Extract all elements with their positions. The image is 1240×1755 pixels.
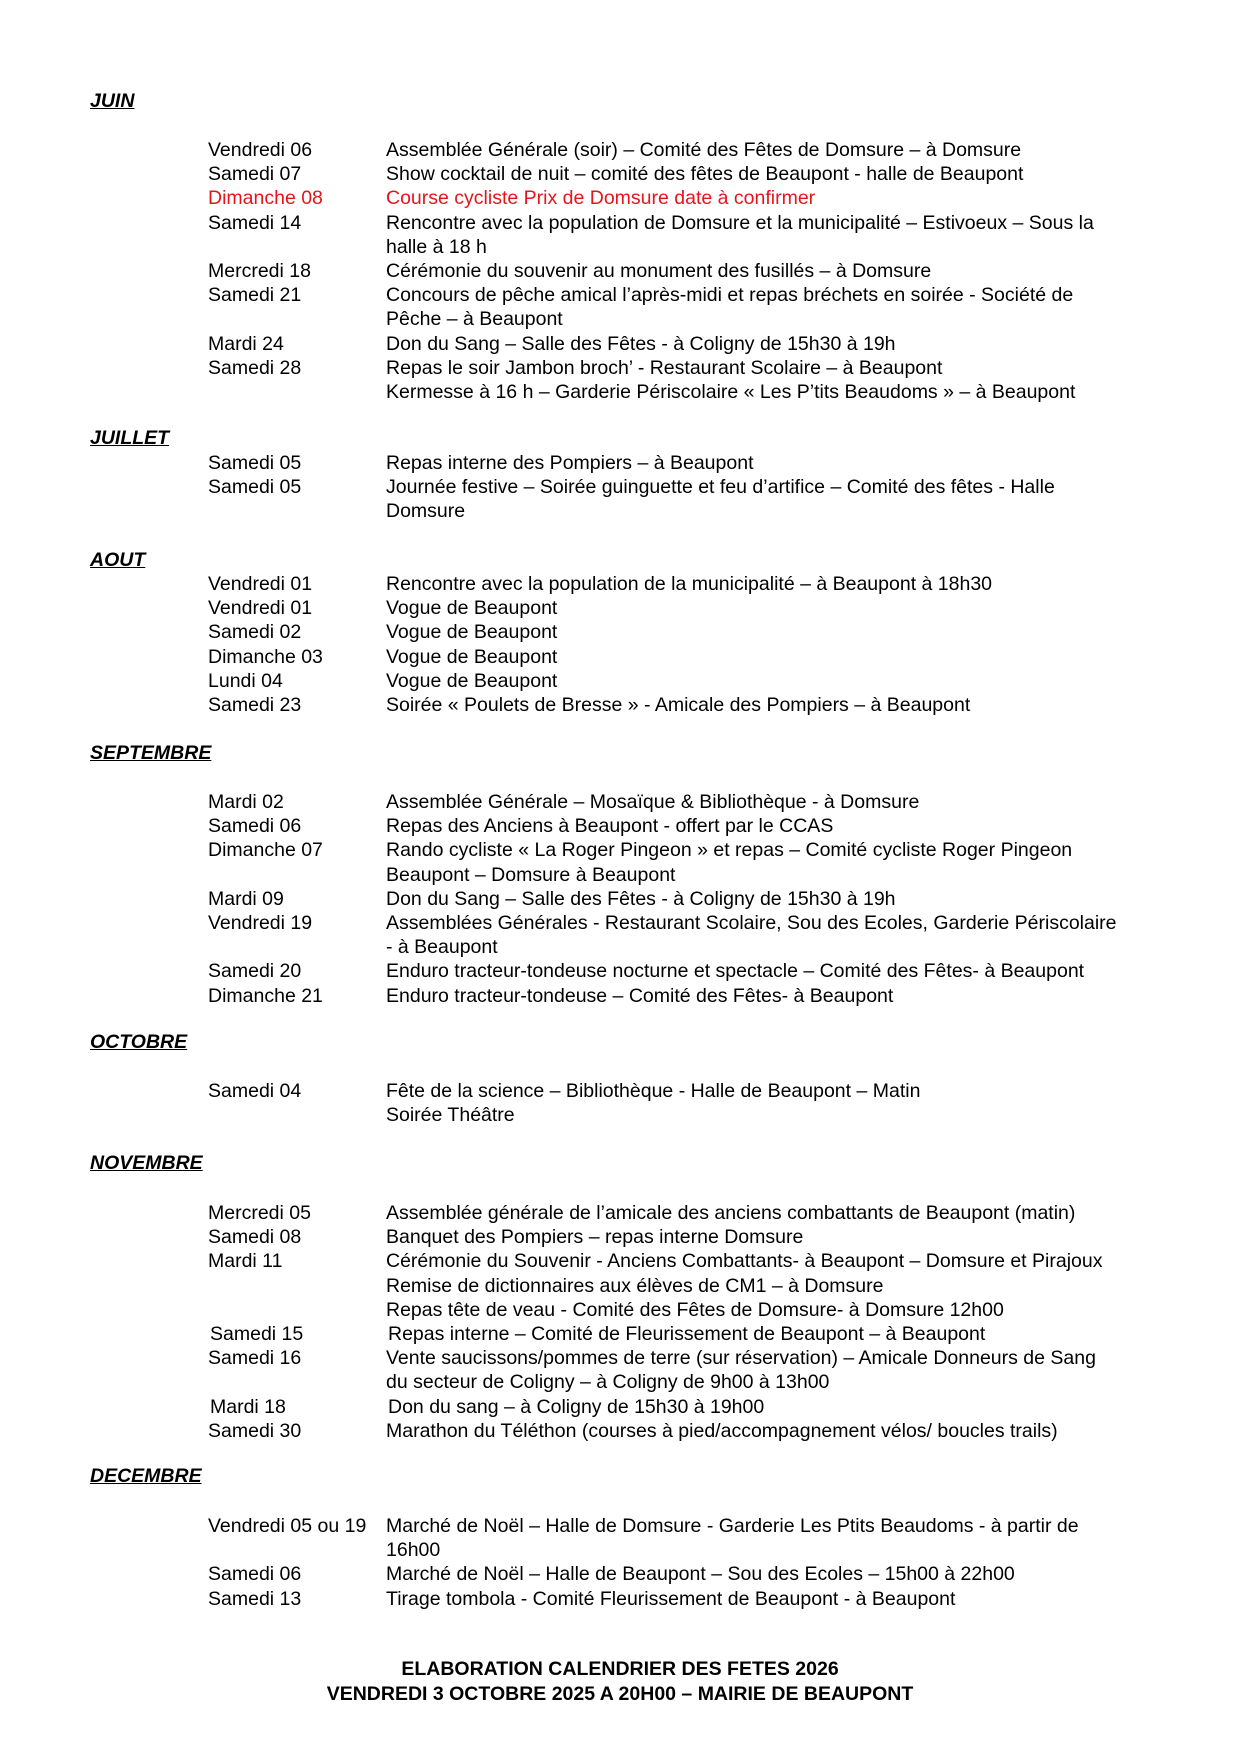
event-description-line: Repas le soir Jambon broch’ - Restaurant Scolaire – à Beaupont bbox=[386, 356, 943, 379]
event-date: Samedi 13 bbox=[208, 1587, 302, 1610]
event-row bbox=[0, 211, 1240, 259]
event-description bbox=[386, 332, 1176, 356]
event-description bbox=[386, 1346, 1176, 1394]
event-description bbox=[386, 211, 1176, 259]
event-description-line: Enduro tracteur-tondeuse nocturne et spectacle – Comité des Fêtes- à Beaupont bbox=[386, 960, 1085, 983]
event-row bbox=[0, 1419, 1240, 1443]
event-date: Mardi 24 bbox=[208, 332, 284, 355]
event-date: Dimanche 21 bbox=[208, 984, 323, 1007]
event-description bbox=[386, 1225, 1176, 1249]
event-description-line: Rencontre avec la population de Domsure et la municipalité – Estivoeux – Sous la bbox=[386, 211, 1094, 234]
event-row bbox=[0, 1201, 1240, 1225]
event-description bbox=[386, 572, 1176, 596]
event-description bbox=[386, 887, 1176, 911]
event-date: Samedi 07 bbox=[208, 163, 302, 186]
event-description bbox=[388, 1322, 1178, 1346]
event-description bbox=[386, 475, 1176, 523]
footer-notice bbox=[0, 1657, 1240, 1706]
event-row bbox=[0, 887, 1240, 911]
event-description bbox=[388, 1395, 1178, 1419]
footer-line-1: ELABORATION CALENDRIER DES FETES 2026 bbox=[401, 1658, 839, 1680]
event-date: Samedi 30 bbox=[208, 1419, 302, 1442]
event-date: Dimanche 03 bbox=[208, 645, 323, 668]
event-description bbox=[386, 1587, 1176, 1611]
event-description bbox=[386, 959, 1176, 983]
event-date: Vendredi 01 bbox=[208, 573, 313, 595]
event-row bbox=[0, 283, 1240, 331]
event-description-line: Assemblée Générale – Mosaïque & Bibliothèque - à Domsure bbox=[386, 791, 920, 813]
event-date: Samedi 16 bbox=[208, 1347, 302, 1370]
event-description bbox=[386, 911, 1176, 959]
event-description-line: Vogue de Beaupont bbox=[386, 597, 558, 620]
event-row bbox=[0, 984, 1240, 1008]
event-description-line: 16h00 bbox=[386, 1539, 441, 1562]
event-row bbox=[0, 838, 1240, 886]
event-row bbox=[0, 1587, 1240, 1611]
event-description-line: Repas des Anciens à Beaupont - offert par le CCAS bbox=[386, 815, 834, 838]
event-date: Samedi 05 bbox=[208, 476, 302, 499]
event-description-line: Domsure bbox=[386, 500, 466, 523]
event-row bbox=[0, 259, 1240, 283]
month-heading: NOVEMBRE bbox=[90, 1152, 203, 1174]
event-date: Mardi 18 bbox=[210, 1395, 286, 1418]
event-description-line: Kermesse à 16 h – Garderie Périscolaire « Les P’tits Beaudoms » – à Beaupont bbox=[386, 381, 1076, 404]
event-description-line: halle à 18 h bbox=[386, 235, 487, 258]
event-row bbox=[0, 620, 1240, 644]
event-row bbox=[0, 572, 1240, 596]
event-description bbox=[386, 693, 1176, 717]
event-date: Mardi 02 bbox=[208, 791, 284, 813]
event-date: Samedi 08 bbox=[208, 1226, 302, 1249]
event-description-line: Don du Sang – Salle des Fêtes - à Coligny de 15h30 à 19h bbox=[386, 887, 896, 910]
event-description-line: Concours de pêche amical l’après-midi et repas bréchets en soirée - Société de bbox=[386, 284, 1074, 307]
event-description-line: Repas tête de veau - Comité des Fêtes de Domsure- à Domsure 12h00 bbox=[386, 1298, 1004, 1321]
event-date: Mercredi 18 bbox=[208, 260, 311, 283]
event-description-line: Cérémonie du Souvenir - Anciens Combattants- à Beaupont – Domsure et Pirajoux bbox=[386, 1250, 1103, 1273]
event-description-line: Pêche – à Beaupont bbox=[386, 308, 563, 331]
event-date: Vendredi 01 bbox=[208, 597, 313, 620]
event-description bbox=[386, 669, 1176, 693]
event-description-line: Vogue de Beaupont bbox=[386, 645, 558, 668]
event-row bbox=[0, 596, 1240, 620]
event-description bbox=[386, 645, 1176, 669]
event-row bbox=[0, 356, 1240, 404]
event-date: Samedi 04 bbox=[208, 1080, 302, 1102]
event-description bbox=[386, 1419, 1176, 1443]
event-description-line: - à Beaupont bbox=[386, 936, 498, 959]
event-description-line: Tirage tombola - Comité Fleurissement de Beaupont - à Beaupont bbox=[386, 1587, 956, 1610]
event-description bbox=[386, 186, 1176, 210]
event-row bbox=[0, 332, 1240, 356]
event-description-line: Don du sang – à Coligny de 15h30 à 19h00 bbox=[388, 1395, 765, 1418]
event-description bbox=[386, 1201, 1176, 1225]
event-description-line: Assemblée Générale (soir) – Comité des Fêtes de Domsure – à Domsure bbox=[386, 139, 1022, 161]
event-description-line: Marché de Noël – Halle de Domsure - Garderie Les Ptits Beaudoms - à partir de bbox=[386, 1515, 1079, 1537]
event-description-line: Vogue de Beaupont bbox=[386, 621, 558, 644]
event-date: Dimanche 08 bbox=[208, 187, 323, 210]
month-heading: AOUT bbox=[90, 549, 146, 571]
event-date: Samedi 20 bbox=[208, 960, 302, 983]
event-date: Samedi 28 bbox=[208, 356, 302, 379]
event-description bbox=[386, 1249, 1176, 1322]
event-description-line: Vente saucissons/pommes de terre (sur réservation) – Amicale Donneurs de Sang bbox=[386, 1347, 1096, 1370]
event-date: Samedi 23 bbox=[208, 694, 302, 717]
event-date: Vendredi 06 bbox=[208, 139, 313, 161]
event-row bbox=[0, 1225, 1240, 1249]
event-row bbox=[0, 1346, 1240, 1394]
event-description-line: Repas interne des Pompiers – à Beaupont bbox=[386, 452, 754, 474]
event-description bbox=[386, 162, 1176, 186]
event-description-line: Rando cycliste « La Roger Pingeon » et repas – Comité cycliste Roger Pingeon bbox=[386, 839, 1073, 862]
event-description bbox=[386, 620, 1176, 644]
event-row bbox=[0, 1514, 1240, 1562]
event-row bbox=[0, 693, 1240, 717]
event-date: Vendredi 05 ou 19 bbox=[208, 1515, 367, 1537]
event-date: Vendredi 19 bbox=[208, 912, 313, 935]
event-description-line: Cérémonie du souvenir au monument des fusillés – à Domsure bbox=[386, 260, 932, 283]
event-description bbox=[386, 814, 1176, 838]
event-date: Samedi 06 bbox=[208, 815, 302, 838]
event-row bbox=[0, 814, 1240, 838]
event-description bbox=[386, 356, 1176, 404]
event-date: Samedi 15 bbox=[210, 1323, 304, 1346]
event-description-line: Assemblées Générales - Restaurant Scolaire, Sou des Ecoles, Garderie Périscolaire bbox=[386, 912, 1117, 935]
event-description bbox=[386, 1562, 1176, 1586]
event-date: Dimanche 07 bbox=[208, 839, 323, 862]
event-description-line: Soirée Théâtre bbox=[386, 1104, 515, 1127]
event-date: Samedi 14 bbox=[208, 211, 302, 234]
event-row bbox=[0, 911, 1240, 959]
month-heading: SEPTEMBRE bbox=[90, 742, 212, 764]
event-description bbox=[386, 1079, 1176, 1127]
event-description-line: Assemblée générale de l’amicale des anciens combattants de Beaupont (matin) bbox=[386, 1202, 1076, 1224]
event-description bbox=[386, 790, 1176, 814]
month-heading: DECEMBRE bbox=[90, 1465, 202, 1487]
event-description-line: Marathon du Téléthon (courses à pied/accompagnement vélos/ boucles trails) bbox=[386, 1419, 1058, 1442]
event-description-line: Show cocktail de nuit – comité des fêtes de Beaupont - halle de Beaupont bbox=[386, 163, 1024, 186]
event-description bbox=[386, 138, 1176, 162]
event-description-line: du secteur de Coligny – à Coligny de 9h00 à 13h00 bbox=[386, 1371, 830, 1394]
event-description-line: Don du Sang – Salle des Fêtes - à Coligny de 15h30 à 19h bbox=[386, 332, 896, 355]
month-heading: JUILLET bbox=[90, 427, 170, 449]
event-date: Samedi 05 bbox=[208, 452, 302, 474]
event-description-line: Soirée « Poulets de Bresse » - Amicale des Pompiers – à Beaupont bbox=[386, 694, 971, 717]
event-row bbox=[0, 186, 1240, 210]
event-description-line: Journée festive – Soirée guinguette et feu d’artifice – Comité des fêtes - Halle bbox=[386, 476, 1055, 499]
event-row bbox=[0, 959, 1240, 983]
event-row bbox=[0, 1562, 1240, 1586]
event-row bbox=[0, 669, 1240, 693]
event-description-line: Repas interne – Comité de Fleurissement de Beaupont – à Beaupont bbox=[388, 1323, 986, 1346]
event-row bbox=[0, 451, 1240, 475]
event-description-line: Banquet des Pompiers – repas interne Domsure bbox=[386, 1226, 804, 1249]
month-heading: JUIN bbox=[90, 90, 135, 112]
event-description bbox=[386, 259, 1176, 283]
event-description-line: Marché de Noël – Halle de Beaupont – Sou des Ecoles – 15h00 à 22h00 bbox=[386, 1563, 1015, 1586]
event-row bbox=[0, 1395, 1240, 1419]
event-date: Samedi 02 bbox=[208, 621, 302, 644]
event-row bbox=[0, 138, 1240, 162]
event-description-line: Enduro tracteur-tondeuse – Comité des Fêtes- à Beaupont bbox=[386, 984, 894, 1007]
event-row bbox=[0, 1079, 1240, 1127]
event-description bbox=[386, 451, 1176, 475]
event-description-line: Vogue de Beaupont bbox=[386, 669, 558, 692]
event-row bbox=[0, 1249, 1240, 1322]
event-description-line: Remise de dictionnaires aux élèves de CM1 – à Domsure bbox=[386, 1274, 884, 1297]
event-date: Mardi 09 bbox=[208, 887, 284, 910]
event-description bbox=[386, 838, 1176, 886]
event-description-line: Fête de la science – Bibliothèque - Halle de Beaupont – Matin bbox=[386, 1080, 921, 1102]
event-date: Samedi 21 bbox=[208, 284, 302, 307]
event-row bbox=[0, 162, 1240, 186]
event-date: Samedi 06 bbox=[208, 1563, 302, 1586]
event-row bbox=[0, 790, 1240, 814]
month-heading: OCTOBRE bbox=[90, 1031, 188, 1053]
event-date: Mercredi 05 bbox=[208, 1202, 311, 1224]
event-row bbox=[0, 1322, 1240, 1346]
event-description-line: Rencontre avec la population de la municipalité – à Beaupont à 18h30 bbox=[386, 573, 993, 595]
event-description bbox=[386, 596, 1176, 620]
event-description bbox=[386, 283, 1176, 331]
event-description-line: Beaupont – Domsure à Beaupont bbox=[386, 863, 676, 886]
footer-line-2: VENDREDI 3 OCTOBRE 2025 A 20H00 – MAIRIE DE BEAUPONT bbox=[326, 1682, 914, 1705]
event-date: Mardi 11 bbox=[208, 1250, 283, 1273]
event-description bbox=[386, 1514, 1176, 1562]
event-description bbox=[386, 984, 1176, 1008]
event-description-line: Course cycliste Prix de Domsure date à confirmer bbox=[386, 187, 816, 210]
event-row bbox=[0, 475, 1240, 523]
event-row bbox=[0, 645, 1240, 669]
event-date: Lundi 04 bbox=[208, 669, 283, 692]
